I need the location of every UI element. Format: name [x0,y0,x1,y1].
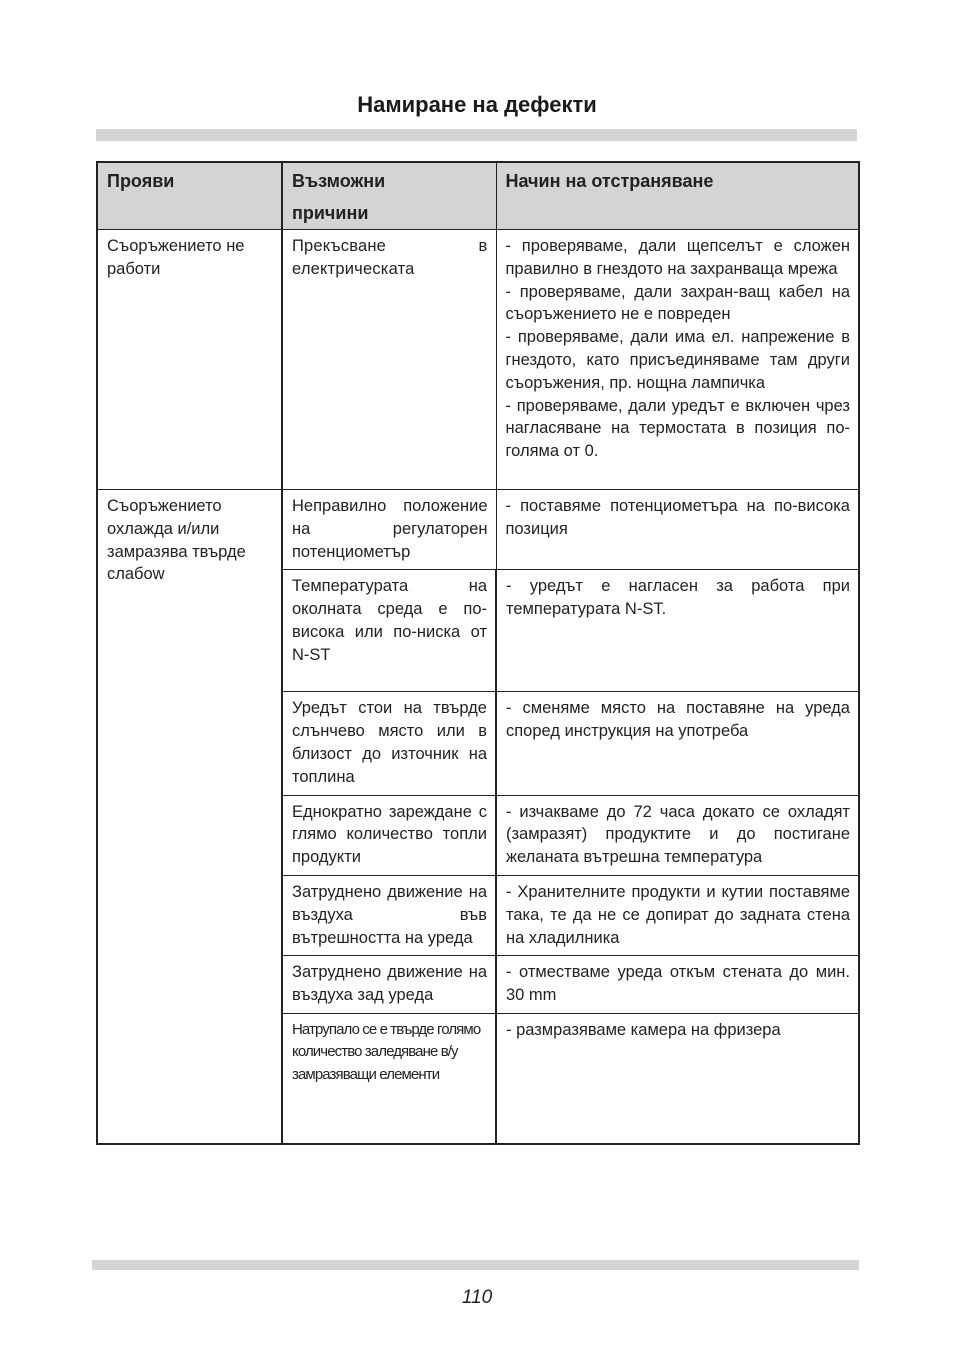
table-header-row [97,162,859,230]
footer-divider [92,1260,859,1270]
page-title: Намиране на дефекти [357,92,597,117]
symptom-cell [97,490,282,1144]
remedy-text: - размразяваме камера на фризера [506,1020,781,1039]
cause-text: Неправилно положение на регулаторен потенциометър [292,497,488,561]
table-row [97,490,859,570]
symptom-cell [97,230,282,490]
cause-cell [282,692,496,795]
cause-text: Затруднено движение на въздуха във вътрешността на уреда [292,882,487,947]
cause-cell [282,1013,496,1144]
cause-cell [282,795,496,875]
column-header-remedy: Начин на отстраняване [496,162,859,230]
cause-cell [282,230,496,490]
column-header-symptoms: Прояви [97,162,282,230]
remedy-text: - проверяваме, дали щепселът е сложен правилно в гнездото на захранваща мрежа - проверяваме, дали захран-ващ кабел на съоръжението не е повреден - проверяваме, дали има ел. напрежение в гнездото, като присъединяваме там други съоръжения, пр. нощна лампичка - проверяваме, дали уредът е включен чрез нагласяване на термостата в позиция по-голяма от 0. [505,237,850,461]
cause-cell [282,570,496,692]
symptom-text: Съоръжението охлажда и/или замразява твърде слабоw [107,497,246,584]
cause-cell [282,956,496,1014]
table-row [97,230,859,490]
cause-text: Натрупало се е твърде голямо количество заледяване в/у замразяващи елементи [292,1020,481,1083]
remedy-cell [496,490,859,570]
column-header-causes: Възможни причини [282,162,496,230]
header-divider [96,129,857,141]
remedy-text: - Хранителните продукти и кутии поставяме така, те да не се допират до задната стена на хладилника [506,882,850,947]
remedy-cell [496,692,859,795]
cause-cell [282,875,496,955]
remedy-cell [496,795,859,875]
page-number: 110 [461,1287,493,1308]
symptom-text: Съоръжението не работи [107,237,245,278]
troubleshooting-table [96,161,860,1145]
cause-cell [282,490,496,570]
cause-text: Температурата на околната среда е по-висока или по-ниска от N-ST [292,577,487,664]
remedy-text: - поставяме потенциометъра на по-висока позиция [505,497,850,538]
cause-text: Прекъсване в електрическата [292,237,488,278]
cause-text: Уредът стои на твърде слънчево място или в близост до източник на топлина [292,699,487,786]
remedy-text: - изчакваме до 72 часа докато се охладят (замразят) продуктите и до постигане желаната вътрешна температура [506,802,850,867]
remedy-cell [496,230,859,490]
remedy-cell [496,956,859,1014]
remedy-text: - отместваме уреда откъм стената до мин. 30 mm [506,963,850,1005]
remedy-cell [496,570,859,692]
remedy-text: - уредът е нагласен за работа при температурата N-ST. [506,577,850,619]
cause-text: Еднократно зареждане с глямо количество топли продукти [292,802,487,867]
remedy-cell [496,1013,859,1144]
cause-text: Затруднено движение на въздуха зад уреда [292,963,487,1005]
remedy-text: - сменяме място на поставяне на уреда според инструкция на употреба [506,699,850,741]
remedy-cell [496,875,859,955]
